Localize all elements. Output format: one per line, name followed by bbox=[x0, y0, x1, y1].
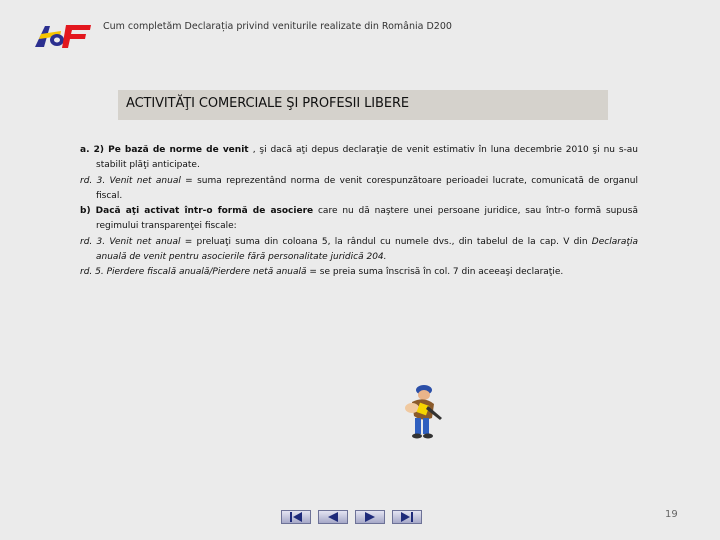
first-slide-icon bbox=[288, 512, 304, 522]
paragraph-rd5-text: = se preia suma înscrisă în col. 7 din aceeaşi declaraţie. bbox=[306, 267, 564, 278]
paragraph-a2-heading: a. 2) Pe bază de norme de venit bbox=[80, 145, 253, 155]
section-title: ACTIVITĂŢI COMERCIALE ŞI PROFESII LIBERE bbox=[126, 96, 410, 111]
miner-mascot-icon bbox=[398, 382, 446, 442]
paragraph-rd3-a bbox=[80, 174, 638, 205]
next-slide-button[interactable] bbox=[355, 510, 385, 524]
paragraph-rd3-b bbox=[80, 235, 638, 266]
paragraph-b bbox=[80, 204, 638, 235]
content-body bbox=[80, 143, 638, 281]
paragraph-b-text: care nu dă naştere unei persoane juridice, sau într-o formă supusă regimului transparenţei fiscale: bbox=[96, 206, 638, 232]
paragraph-rd3-a-text: = suma reprezentând norma de venit corespunzătoare perioadei lucrate, comunicată de organul fiscal. bbox=[96, 175, 638, 201]
next-slide-icon bbox=[362, 512, 378, 522]
presentation-title: Cum completăm Declarația privind veniturile realizate din România D200 bbox=[103, 21, 452, 32]
page-number: 19 bbox=[665, 509, 678, 520]
section-banner bbox=[118, 90, 608, 120]
previous-slide-button[interactable] bbox=[318, 510, 348, 524]
slide-navigation bbox=[281, 510, 429, 524]
paragraph-rd3-b-reference: Declaraţia anuală de venit pentru asocierile fără personalitate juridică 204. bbox=[96, 236, 638, 263]
anaf-logo-icon bbox=[33, 20, 93, 50]
paragraph-a2 bbox=[80, 143, 638, 174]
paragraph-rd3-a-label: rd. 3. Venit net anual bbox=[80, 175, 181, 186]
paragraph-rd3-b-label: rd. 3. Venit net anual bbox=[80, 236, 181, 247]
paragraph-rd5-label: rd. 5. Pierdere fiscală anuală/Pierdere netă anuală bbox=[80, 267, 307, 278]
last-slide-button[interactable] bbox=[392, 510, 422, 524]
last-slide-icon bbox=[399, 512, 415, 522]
paragraph-rd5 bbox=[80, 265, 638, 280]
paragraph-a2-text: , şi dacă aţi depus declaraţie de venit estimativ în luna decembrie 2010 şi nu s-au stabilit plăţi anticipate. bbox=[96, 145, 638, 171]
first-slide-button[interactable] bbox=[281, 510, 311, 524]
previous-slide-icon bbox=[325, 512, 341, 522]
paragraph-b-heading: b) Dacă aţi activat într-o formă de asociere bbox=[80, 206, 314, 217]
paragraph-rd3-b-text: = preluaţi suma din coloana 5, la rândul cu numele dvs., din tabelul de la cap. V din bbox=[180, 236, 592, 247]
